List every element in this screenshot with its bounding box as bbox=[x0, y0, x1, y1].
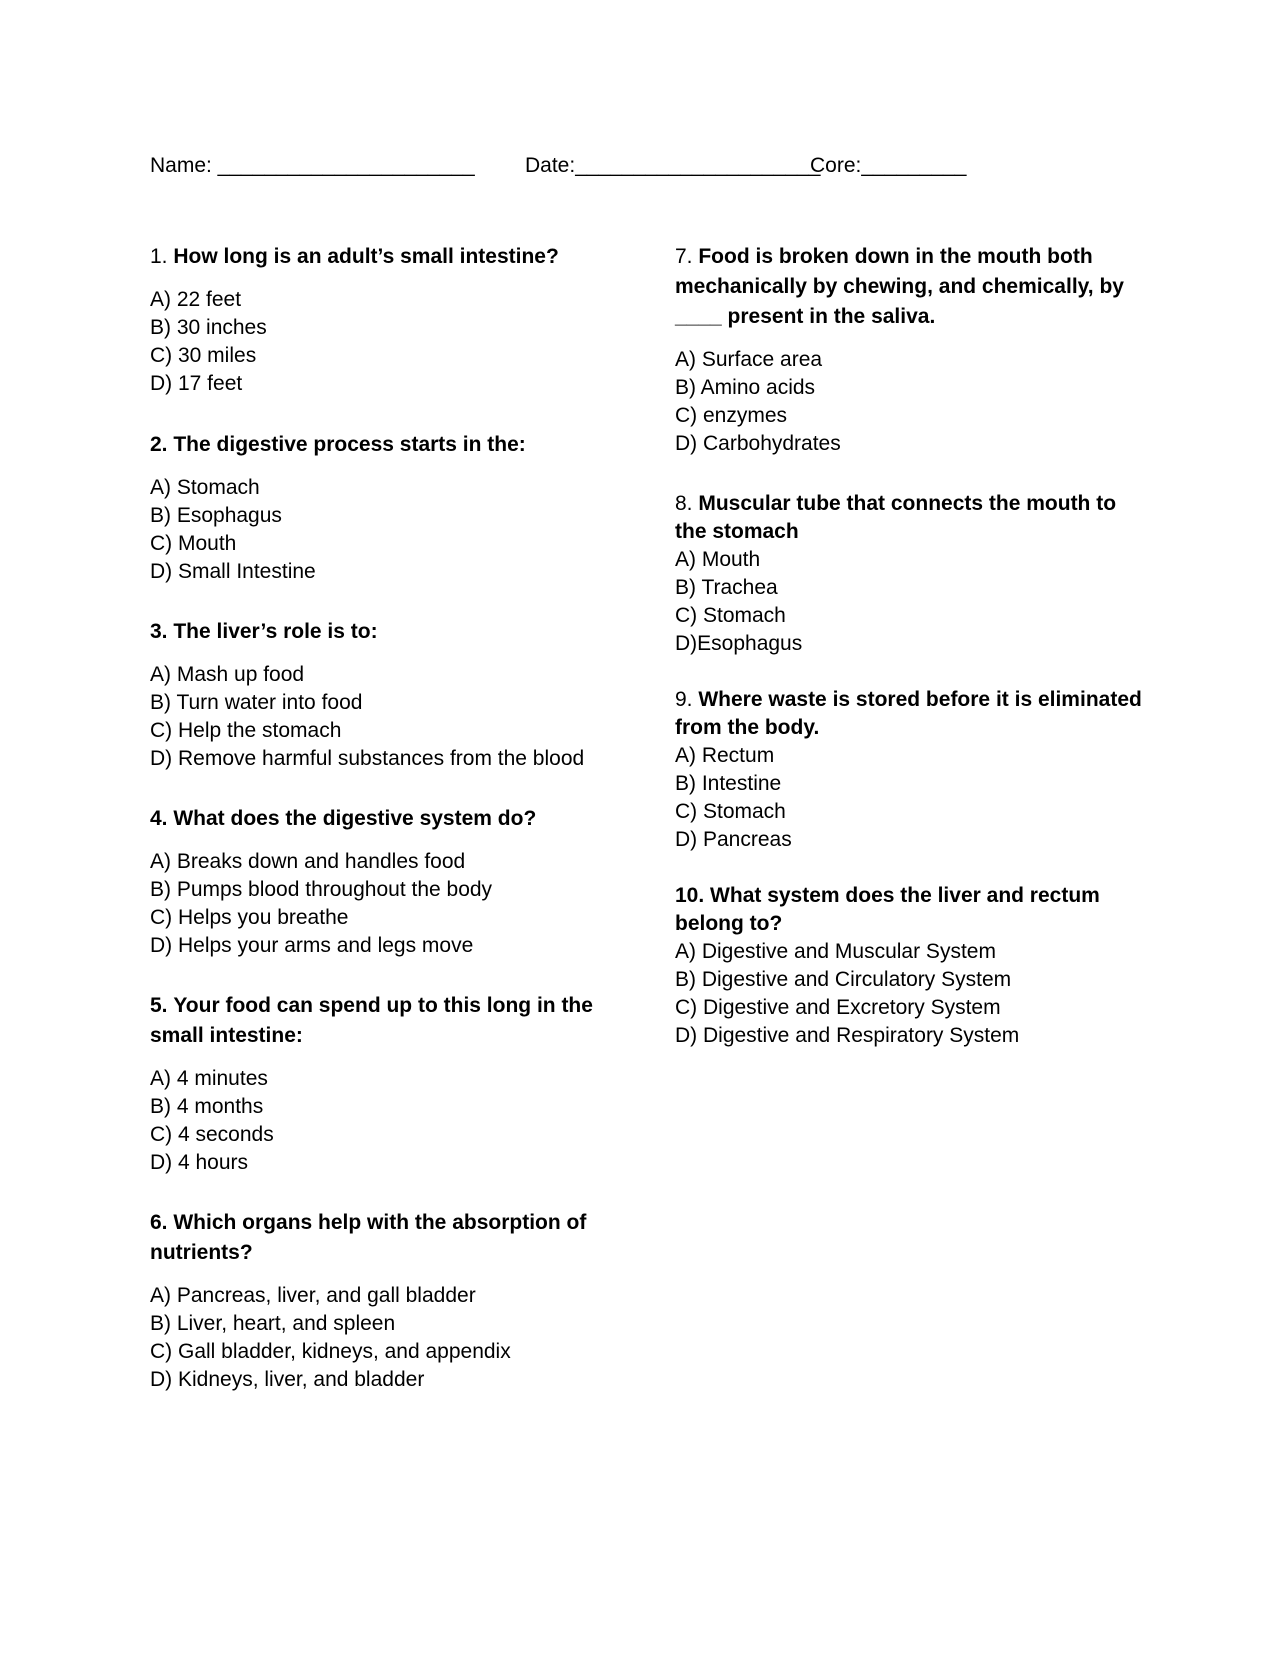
answer-option[interactable]: D) Small Intestine bbox=[150, 560, 316, 583]
answer-option[interactable]: B) Turn water into food bbox=[150, 691, 363, 714]
answer-option[interactable]: C) enzymes bbox=[675, 404, 788, 427]
question-body: How long is an adult’s small intestine? bbox=[173, 245, 559, 268]
question-text bbox=[150, 991, 620, 1051]
question-6 bbox=[150, 1208, 620, 1394]
question-text bbox=[150, 242, 559, 272]
answer-options bbox=[150, 848, 536, 960]
answer-options bbox=[675, 938, 1145, 1050]
answer-option[interactable]: B) Intestine bbox=[675, 772, 782, 795]
answer-option[interactable]: A) Stomach bbox=[150, 476, 260, 499]
answer-option[interactable]: C) Stomach bbox=[675, 604, 786, 627]
answer-option[interactable]: A) Rectum bbox=[675, 744, 775, 767]
question-text bbox=[675, 490, 1145, 546]
question-body: What system does the liver and rectum belong to? bbox=[675, 884, 1100, 935]
question-2 bbox=[150, 430, 526, 586]
date-field[interactable]: Date:_____________________ bbox=[525, 154, 821, 177]
question-text bbox=[150, 617, 584, 647]
answer-options bbox=[150, 1282, 620, 1394]
answer-option[interactable]: C) Gall bladder, kidneys, and appendix bbox=[150, 1340, 511, 1363]
answer-option[interactable]: B) 4 months bbox=[150, 1095, 264, 1118]
answer-option[interactable]: B) Esophagus bbox=[150, 504, 282, 527]
question-text bbox=[150, 1208, 620, 1268]
answer-option[interactable]: B) Pumps blood throughout the body bbox=[150, 878, 493, 901]
question-body: Where waste is stored before it is eliminated from the body. bbox=[675, 688, 1142, 739]
question-body: Muscular tube that connects the mouth to the stomach bbox=[675, 492, 1117, 543]
question-number: 6. bbox=[150, 1211, 168, 1234]
question-9 bbox=[675, 686, 1145, 854]
question-10 bbox=[675, 882, 1145, 1050]
question-1 bbox=[150, 242, 559, 398]
answer-option[interactable]: B) 30 inches bbox=[150, 316, 267, 339]
core-field[interactable]: Core:_________ bbox=[810, 154, 967, 177]
question-number: 5. bbox=[150, 994, 168, 1017]
answer-option[interactable]: C) Helps you breathe bbox=[150, 906, 349, 929]
question-text bbox=[150, 804, 536, 834]
question-number: 3. bbox=[150, 620, 168, 643]
question-number: 2. bbox=[150, 433, 168, 456]
answer-option[interactable]: A) Surface area bbox=[675, 348, 823, 371]
answer-options bbox=[675, 546, 1145, 658]
answer-option[interactable]: B) Trachea bbox=[675, 576, 778, 599]
answer-option[interactable]: B) Digestive and Circulatory System bbox=[675, 968, 1012, 991]
answer-option[interactable]: D) Helps your arms and legs move bbox=[150, 934, 474, 957]
question-body: What does the digestive system do? bbox=[173, 807, 537, 830]
question-number: 10. bbox=[675, 884, 705, 907]
question-3 bbox=[150, 617, 584, 773]
answer-options bbox=[675, 742, 1145, 854]
question-4 bbox=[150, 804, 536, 960]
question-body: Your food can spend up to this long in the small intestine: bbox=[150, 994, 593, 1047]
question-body: The digestive process starts in the: bbox=[173, 433, 526, 456]
answer-option[interactable]: D) Carbohydrates bbox=[675, 432, 841, 455]
question-text bbox=[675, 882, 1145, 938]
answer-option[interactable]: A) Mouth bbox=[675, 548, 761, 571]
worksheet-header bbox=[150, 150, 1150, 182]
answer-option[interactable]: B) Liver, heart, and spleen bbox=[150, 1312, 396, 1335]
answer-option[interactable]: A) 22 feet bbox=[150, 288, 242, 311]
question-number: 1. bbox=[150, 245, 168, 268]
answer-option[interactable]: D) Remove harmful substances from the blood bbox=[150, 747, 585, 770]
question-5 bbox=[150, 991, 620, 1177]
answer-option[interactable]: C) Help the stomach bbox=[150, 719, 342, 742]
answer-options bbox=[675, 346, 1145, 458]
answer-option[interactable]: C) 30 miles bbox=[150, 344, 257, 367]
answer-options bbox=[150, 474, 526, 586]
answer-option[interactable]: B) Amino acids bbox=[675, 376, 816, 399]
answer-option[interactable]: D) Pancreas bbox=[675, 828, 792, 851]
answer-option[interactable]: C) 4 seconds bbox=[150, 1123, 274, 1146]
question-7 bbox=[675, 242, 1145, 458]
answer-option[interactable]: A) Breaks down and handles food bbox=[150, 850, 466, 873]
answer-options bbox=[150, 286, 559, 398]
answer-option[interactable]: A) Pancreas, liver, and gall bladder bbox=[150, 1284, 476, 1307]
question-number: 4. bbox=[150, 807, 168, 830]
answer-option[interactable]: C) Mouth bbox=[150, 532, 237, 555]
answer-option[interactable]: D) 4 hours bbox=[150, 1151, 249, 1174]
answer-option[interactable]: C) Stomach bbox=[675, 800, 786, 823]
question-text bbox=[150, 430, 526, 460]
answer-option[interactable]: A) Mash up food bbox=[150, 663, 305, 686]
answer-option[interactable]: D) Kidneys, liver, and bladder bbox=[150, 1368, 425, 1391]
answer-option[interactable]: A) 4 minutes bbox=[150, 1067, 268, 1090]
question-number: 9. bbox=[675, 688, 693, 711]
answer-option[interactable]: A) Digestive and Muscular System bbox=[675, 940, 996, 963]
name-field[interactable]: Name: ______________________ bbox=[150, 154, 475, 177]
question-body: Food is broken down in the mouth both mechanically by chewing, and chemically, by ____ present in the saliva. bbox=[675, 245, 1124, 328]
answer-option[interactable]: D) Digestive and Respiratory System bbox=[675, 1024, 1020, 1047]
question-8 bbox=[675, 490, 1145, 658]
question-text bbox=[675, 686, 1145, 742]
answer-option[interactable]: D)Esophagus bbox=[675, 632, 803, 655]
question-body: The liver’s role is to: bbox=[173, 620, 378, 643]
question-number: 7. bbox=[675, 245, 693, 268]
question-number: 8. bbox=[675, 492, 693, 515]
answer-option[interactable]: D) 17 feet bbox=[150, 372, 243, 395]
question-body: Which organs help with the absorption of nutrients? bbox=[150, 1211, 587, 1264]
answer-option[interactable]: C) Digestive and Excretory System bbox=[675, 996, 1001, 1019]
answer-options bbox=[150, 661, 584, 773]
question-text bbox=[675, 242, 1145, 332]
answer-options bbox=[150, 1065, 620, 1177]
